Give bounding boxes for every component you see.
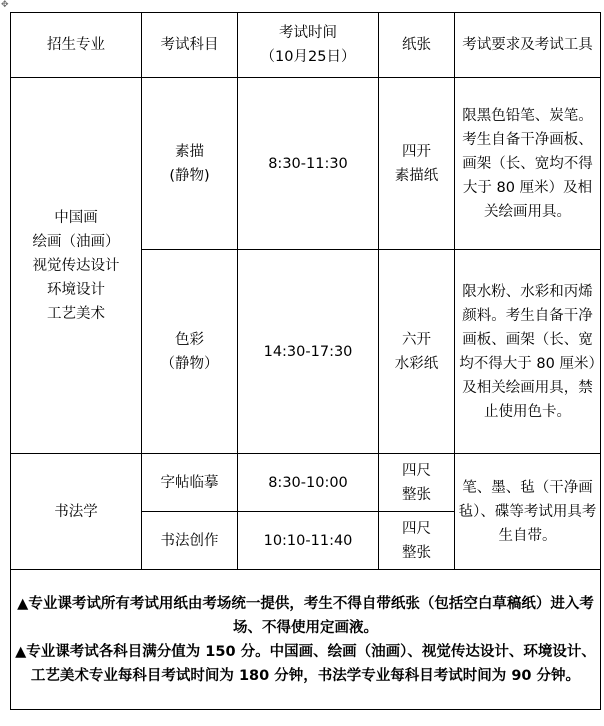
subject-cell: [142, 78, 238, 250]
subject-cell: 书法创作: [142, 512, 238, 570]
exam-schedule-table: [10, 12, 601, 710]
art-majors-cell: [11, 78, 142, 454]
table-move-handle-icon[interactable]: ✥: [1, 0, 9, 10]
paper-type: 素描纸: [394, 167, 439, 184]
paper-type: 整张: [402, 486, 431, 503]
header-requirements: 考试要求及考试工具: [455, 13, 601, 78]
major-name: 视觉传达设计: [32, 257, 120, 274]
note-paragraph: ▲专业课考试各科目满分值为 150 分。中国画、绘画（油画）、视觉传达设计、环境设计、工艺美术专业每科目考试时间为 180 分钟，书法学专业每科目考试时间为 90 分钟。: [15, 643, 596, 684]
paper-size: 四尺: [402, 520, 431, 537]
subject-cell: [142, 250, 238, 454]
requirements-cell: 限黑色铅笔、炭笔。考生自备干净画板、画架（长、宽均不得大于 80 厘米）及相关绘画用具。: [455, 78, 601, 250]
header-time-date: （10月25日）: [260, 49, 356, 65]
time-cell: 14:30-17:30: [238, 250, 379, 454]
note-paragraph: ▲专业课考试所有考试用纸由考场统一提供，考生不得自带纸张（包括空白草稿纸）进入考场、不得使用定画液。: [17, 595, 594, 636]
header-subject: 考试科目: [142, 13, 238, 78]
major-name: 工艺美术: [47, 305, 105, 322]
subject-note: (静物): [169, 167, 210, 184]
paper-cell: [379, 454, 455, 512]
time-cell: 8:30-10:00: [238, 454, 379, 512]
subject-name: 色彩: [175, 331, 204, 348]
table-row: [11, 78, 601, 250]
paper-size: 六开: [402, 331, 431, 348]
time-cell: 10:10-11:40: [238, 512, 379, 570]
notes-row: [11, 570, 601, 710]
paper-size: 四开: [402, 143, 431, 160]
table-row: [11, 454, 601, 512]
major-name: 环境设计: [47, 281, 105, 298]
header-major: 招生专业: [11, 13, 142, 78]
major-name: 中国画: [54, 209, 98, 226]
requirements-cell: 限水粉、水彩和丙烯颜料。考生自备干净画板、画架（长、宽均不得大于 80 厘米）及相关绘画用具，禁止使用色卡。: [455, 250, 601, 454]
header-paper: 纸张: [379, 13, 455, 78]
paper-size: 四尺: [402, 462, 431, 479]
major-name: 绘画（油画）: [32, 233, 120, 250]
subject-cell: 字帖临摹: [142, 454, 238, 512]
header-time: [238, 13, 379, 78]
paper-type: 水彩纸: [394, 355, 439, 372]
calligraphy-major-cell: 书法学: [11, 454, 142, 570]
requirements-cell: 笔、墨、毡（干净画毡）、碟等考试用具考生自带。: [455, 454, 601, 570]
notes-cell: [11, 570, 601, 710]
subject-name: 素描: [175, 143, 204, 160]
paper-cell: [379, 512, 455, 570]
paper-cell: [379, 78, 455, 250]
paper-type: 整张: [402, 544, 431, 561]
time-cell: 8:30-11:30: [238, 78, 379, 250]
paper-cell: [379, 250, 455, 454]
header-time-title: 考试时间: [279, 25, 337, 41]
table-header-row: [11, 13, 601, 78]
subject-note: （静物）: [160, 355, 219, 372]
